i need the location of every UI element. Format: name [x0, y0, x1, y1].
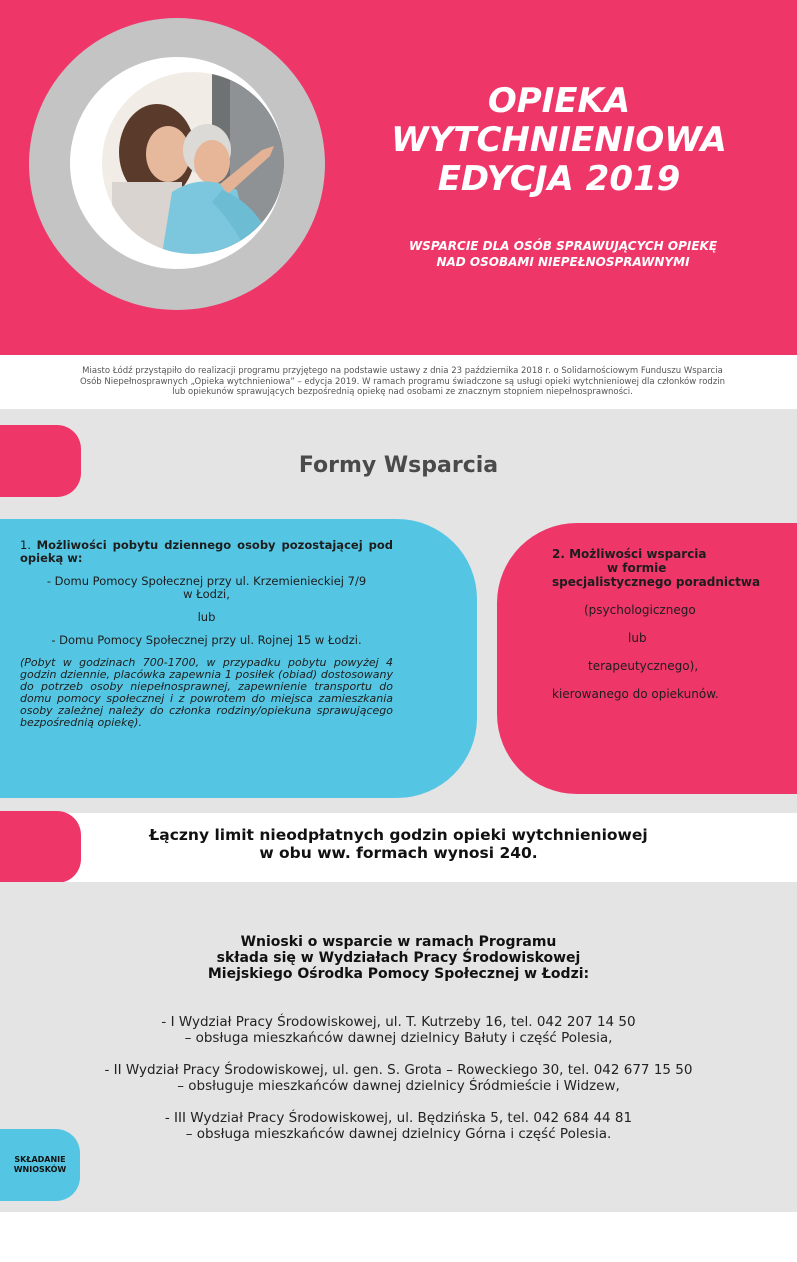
page-title: [370, 82, 748, 199]
caregivers-photo: [102, 72, 284, 254]
daycare-support-box: [0, 519, 477, 798]
counseling-line: (psychologicznego: [584, 603, 696, 617]
caregivers-photo-illustration: [102, 72, 284, 254]
counseling-line: kierowanego do opiekunów.: [552, 687, 719, 701]
subtitle-line: WSPARCIE DLA OSÓB SPRAWUJĄCYCH OPIEKĘ: [408, 239, 718, 253]
hours-limit: [0, 826, 797, 862]
office-address: - III Wydział Pracy Środowiskowej, ul. Będzińska 5, tel. 042 684 44 81: [164, 1110, 633, 1126]
counseling-support-box: [497, 523, 797, 794]
intro-line: Osób Niepełnosprawnych „Opieka wytchnieniowa” – edycja 2019. W ramach programu świadczone są usługi opieki wytchnieniowej dla członków rodzin: [79, 376, 726, 387]
submit-applications-tab: [0, 1129, 80, 1201]
applications-heading-line: Wnioski o wsparcie w ramach Programu: [240, 934, 557, 950]
daycare-or: lub: [197, 610, 216, 624]
intro-text: [40, 366, 765, 398]
office-scope: – obsługuje mieszkańców dawnej dzielnicy Śródmieście i Widzew,: [177, 1078, 620, 1094]
title-line: EDYCJA 2019: [437, 159, 681, 199]
intro-line: lub opiekunów sprawujących bezpośrednią opiekę nad osobami ze znacznym stopniem niepełnosprawności.: [172, 387, 633, 397]
counseling-heading: [552, 547, 782, 589]
office-scope: – obsługa mieszkańców dawnej dzielnicy Górna i część Polesia.: [185, 1126, 612, 1142]
applications-heading-line: składa się w Wydziałach Pracy Środowiskowej: [216, 950, 581, 966]
counseling-heading-line: w formie: [607, 561, 667, 575]
counseling-heading-line: 2. Możliwości wsparcia: [552, 547, 707, 561]
daycare-heading: [20, 539, 393, 565]
intro-line: Miasto Łódź przystąpiło do realizacji programu przyjętego na podstawie ustawy z dnia 23 października 2018 r. o Solidarnościowym Funduszu Wsparcia: [82, 366, 723, 376]
counseling-heading-line: specjalistycznego poradnictwa: [552, 575, 761, 589]
title-line: WYTCHNIENIOWA: [391, 120, 727, 160]
hours-limit-line: Łączny limit nieodpłatnych godzin opieki wytchnieniowej: [149, 826, 648, 844]
daycare-item-1: [20, 575, 393, 601]
office-scope: – obsługa mieszkańców dawnej dzielnicy Bałuty i część Polesia,: [184, 1030, 613, 1046]
header-banner: [0, 0, 797, 355]
counseling-line: lub: [628, 631, 647, 645]
office-item: [40, 1062, 757, 1094]
side-tab-line: SKŁADANIE: [14, 1155, 66, 1164]
side-tab-line: WNIOSKÓW: [13, 1165, 67, 1174]
daycare-heading-text: Możliwości pobytu dziennego osoby pozostającej pod opieką w:: [20, 538, 393, 565]
daycare-number: 1.: [20, 538, 37, 552]
counseling-support-content: [552, 547, 782, 715]
daycare-support-content: [20, 539, 393, 739]
daycare-item-1-line1: - Domu Pomocy Społecznej przy ul. Krzemienieckiej 7/9: [46, 574, 367, 588]
daycare-item-2: - Domu Pomocy Społecznej przy ul. Rojnej 15 w Łodzi.: [51, 633, 362, 647]
daycare-item-1-line2: w Łodzi,: [183, 587, 230, 601]
page-subtitle: [380, 238, 746, 270]
subtitle-line: NAD OSOBAMI NIEPEŁNOSPRAWNYMI: [436, 255, 690, 269]
daycare-note: (Pobyt w godzinach 700-1700, w przypadku pobytu powyżej 4 godzin dziennie, placówka zapewnia 1 posiłek (obiad) dostosowany do potrzeb osoby niepełnosprawnej, zapewnienie transportu do domu pomocy społecznej i z powrotem do miejsca zamieszkania osoby zależnej należy do członka rodziny/opiekuna sprawującego bezpośrednią opiekę).: [20, 656, 393, 729]
counseling-line: terapeutycznego),: [588, 659, 699, 673]
office-item: [40, 1110, 757, 1142]
offices-list: [40, 1014, 757, 1158]
applications-heading: [0, 934, 797, 982]
office-item: [40, 1014, 757, 1046]
hours-limit-line: w obu ww. formach wynosi 240.: [259, 844, 538, 862]
title-line: OPIEKA: [487, 81, 631, 121]
office-address: - I Wydział Pracy Środowiskowej, ul. T. Kutrzeby 16, tel. 042 207 14 50: [161, 1014, 636, 1030]
applications-heading-line: Miejskiego Ośrodka Pomocy Społecznej w Łodzi:: [207, 966, 590, 982]
office-address: - II Wydział Pracy Środowiskowej, ul. gen. S. Grota – Roweckiego 30, tel. 042 677 15 50: [104, 1062, 693, 1078]
section-title: Formy Wsparcia: [298, 453, 499, 478]
